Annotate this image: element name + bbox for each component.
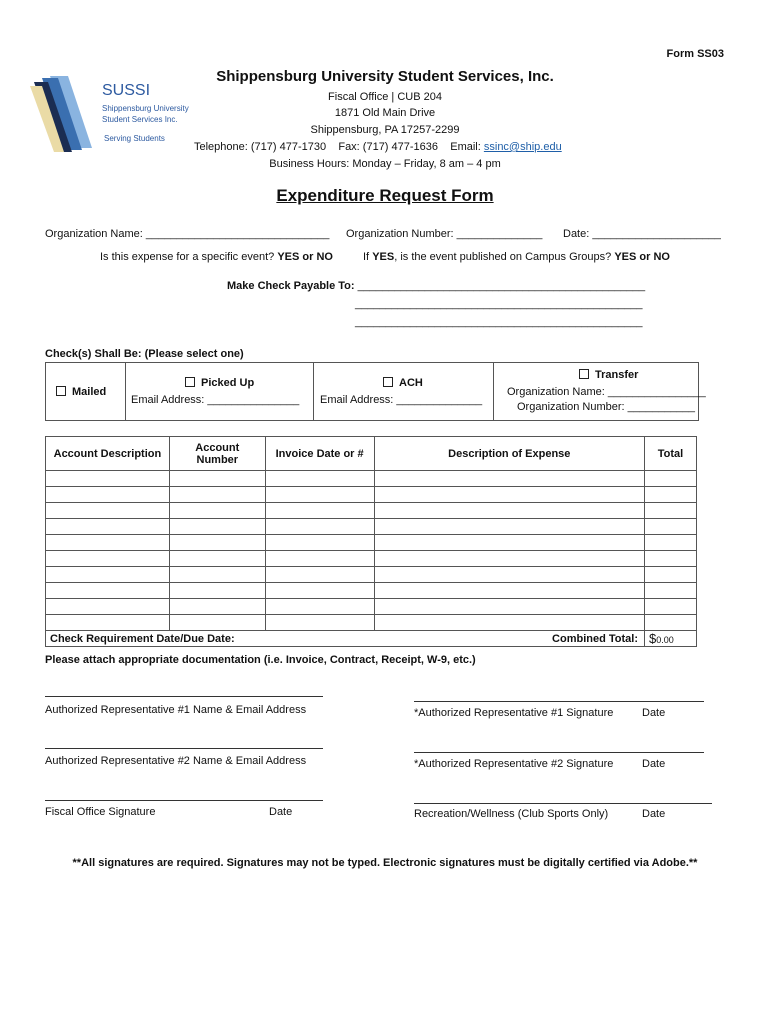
rep1-name-label: Authorized Representative #1 Name & Email Address xyxy=(45,704,307,716)
logo-tagline: Serving Students xyxy=(104,134,165,143)
expense-table xyxy=(45,436,697,647)
table-cell[interactable] xyxy=(46,503,170,519)
org-number-field[interactable]: Organization Number: ______________ xyxy=(346,228,543,240)
table-body xyxy=(46,471,697,631)
payable-line-2[interactable]: _______________________________________________ xyxy=(355,298,643,310)
table-cell[interactable] xyxy=(169,615,265,631)
org-hours: Business Hours: Monday – Friday, 8 am – 4 pm xyxy=(269,158,501,170)
table-cell[interactable] xyxy=(645,503,697,519)
table-row xyxy=(46,551,697,567)
logo-line2: Student Services Inc. xyxy=(102,115,178,124)
table-header-row xyxy=(46,437,697,471)
table-cell[interactable] xyxy=(46,535,170,551)
table-cell[interactable] xyxy=(645,567,697,583)
ach-label: ACH xyxy=(399,377,423,389)
table-cell[interactable] xyxy=(265,503,374,519)
option-mailed[interactable] xyxy=(46,363,126,420)
table-cell[interactable] xyxy=(645,535,697,551)
table-cell[interactable] xyxy=(374,471,644,487)
payable-label: Make Check Payable To: xyxy=(227,280,355,292)
ach-email[interactable]: Email Address: ______________ xyxy=(320,394,483,406)
header-total: Total xyxy=(645,437,697,471)
picked-up-label: Picked Up xyxy=(201,377,255,389)
transfer-checkbox[interactable] xyxy=(579,369,589,379)
picked-up-checkbox[interactable] xyxy=(185,377,195,387)
form-id: Form SS03 xyxy=(666,48,724,60)
payable-to xyxy=(227,280,645,292)
table-cell[interactable] xyxy=(374,567,644,583)
rep1-sig-line[interactable] xyxy=(414,701,704,702)
rep2-name-line[interactable] xyxy=(45,748,323,749)
table-row xyxy=(46,599,697,615)
sussi-logo xyxy=(28,74,198,154)
org-street: 1871 Old Main Drive xyxy=(334,107,436,119)
picked-up-email[interactable]: Email Address: _______________ xyxy=(131,394,300,406)
option-picked-up[interactable] xyxy=(125,363,314,420)
table-row xyxy=(46,567,697,583)
table-cell[interactable] xyxy=(46,599,170,615)
table-cell[interactable] xyxy=(169,583,265,599)
table-cell[interactable] xyxy=(265,471,374,487)
table-cell[interactable] xyxy=(374,535,644,551)
logo-acronym: SUSSI xyxy=(102,82,151,99)
table-cell[interactable] xyxy=(169,503,265,519)
attach-note: Please attach appropriate documentation (i.e. Invoice, Contract, Receipt, W-9, etc.) xyxy=(45,654,476,666)
fiscal-sig-label: Fiscal Office Signature xyxy=(45,806,156,818)
published-pre: If xyxy=(363,251,370,263)
rep2-date-label: Date xyxy=(642,758,666,770)
org-email-label: Email: xyxy=(450,141,481,153)
table-cell[interactable] xyxy=(374,599,644,615)
table-cell[interactable] xyxy=(645,519,697,535)
logo-line1: Shippensburg University xyxy=(102,104,189,113)
table-row xyxy=(46,519,697,535)
org-city: Shippensburg, PA 17257-2299 xyxy=(310,124,460,136)
date-field[interactable]: Date: _____________________ xyxy=(563,228,721,240)
transfer-org-name[interactable]: Organization Name: ________________ xyxy=(507,386,706,398)
table-row xyxy=(46,487,697,503)
table-cell[interactable] xyxy=(265,615,374,631)
org-email-link[interactable]: ssinc@ship.edu xyxy=(483,141,562,153)
rec-date-label: Date xyxy=(642,808,666,820)
table-cell[interactable] xyxy=(265,599,374,615)
org-name-field[interactable]: Organization Name: ______________________________ xyxy=(45,228,330,240)
table-cell[interactable] xyxy=(46,471,170,487)
header-description: Description of Expense xyxy=(374,437,644,471)
combined-total-value: 0.00 xyxy=(656,635,674,645)
table-cell[interactable] xyxy=(374,583,644,599)
ach-checkbox[interactable] xyxy=(383,377,393,387)
table-cell[interactable] xyxy=(46,487,170,503)
table-row xyxy=(46,503,697,519)
rep2-sig-label: *Authorized Representative #2 Signature xyxy=(414,758,614,770)
transfer-org-number[interactable]: Organization Number: ___________ xyxy=(517,401,695,413)
published-post: , is the event published on Campus Groups? xyxy=(394,251,612,263)
table-footer-row xyxy=(46,631,697,647)
table-cell[interactable] xyxy=(169,599,265,615)
footer-note: **All signatures are required. Signatures may not be typed. Electronic signatures must be digitally certified via Adobe.** xyxy=(72,857,698,869)
org-contact xyxy=(194,141,562,153)
table-cell[interactable] xyxy=(265,551,374,567)
table-cell[interactable] xyxy=(645,551,697,567)
table-row xyxy=(46,535,697,551)
table-cell[interactable] xyxy=(169,519,265,535)
table-cell[interactable] xyxy=(265,487,374,503)
table-cell[interactable] xyxy=(169,471,265,487)
table-cell[interactable] xyxy=(645,471,697,487)
table-cell[interactable] xyxy=(46,519,170,535)
table-cell[interactable] xyxy=(645,487,697,503)
rec-sig-label: Recreation/Wellness (Club Sports Only) xyxy=(414,808,609,820)
table-cell[interactable] xyxy=(169,487,265,503)
option-ach[interactable] xyxy=(313,363,494,420)
org-telephone: Telephone: (717) 477-1730 xyxy=(194,141,327,153)
table-cell[interactable] xyxy=(46,615,170,631)
published-question xyxy=(363,251,670,263)
due-date-label[interactable]: Check Requirement Date/Due Date: xyxy=(50,632,235,645)
payable-line-1[interactable]: _______________________________________________ xyxy=(357,280,646,292)
table-cell[interactable] xyxy=(169,567,265,583)
mailed-checkbox[interactable] xyxy=(56,386,66,396)
table-row xyxy=(46,471,697,487)
currency-symbol: $ xyxy=(649,631,657,646)
table-cell[interactable] xyxy=(374,615,644,631)
table-cell[interactable] xyxy=(374,519,644,535)
table-cell[interactable] xyxy=(265,535,374,551)
transfer-label: Transfer xyxy=(595,369,639,381)
fiscal-sig-line[interactable] xyxy=(45,800,323,801)
table-cell[interactable] xyxy=(374,551,644,567)
table-cell[interactable] xyxy=(265,567,374,583)
rep2-sig-line[interactable] xyxy=(414,752,704,753)
table-cell[interactable] xyxy=(46,583,170,599)
table-row xyxy=(46,583,697,599)
footer-cell xyxy=(46,631,645,647)
table-row xyxy=(46,615,697,631)
rep1-name-line[interactable] xyxy=(45,696,323,697)
rep1-date-label: Date xyxy=(642,707,666,719)
fiscal-date-label: Date xyxy=(269,806,293,818)
payable-line-3[interactable]: _______________________________________________ xyxy=(355,316,643,328)
combined-total-cell[interactable] xyxy=(645,631,697,647)
table-cell[interactable] xyxy=(169,551,265,567)
check-method-options xyxy=(45,362,706,421)
published-options[interactable]: YES or NO xyxy=(614,251,670,263)
option-transfer[interactable] xyxy=(493,363,706,420)
header-account-number: Account Number xyxy=(169,437,265,471)
org-office: Fiscal Office | CUB 204 xyxy=(328,91,442,103)
rep2-name-label: Authorized Representative #2 Name & Email Address xyxy=(45,755,307,767)
table-cell[interactable] xyxy=(645,599,697,615)
table-cell[interactable] xyxy=(374,487,644,503)
published-yes: YES xyxy=(372,251,395,263)
table-cell[interactable] xyxy=(46,567,170,583)
table-cell[interactable] xyxy=(265,519,374,535)
header-invoice-date: Invoice Date or # xyxy=(265,437,374,471)
specific-event-question xyxy=(100,251,333,263)
combined-total-label: Combined Total: xyxy=(552,632,638,645)
table-cell[interactable] xyxy=(645,615,697,631)
table-cell[interactable] xyxy=(265,583,374,599)
mailed-label: Mailed xyxy=(72,386,107,398)
table-cell[interactable] xyxy=(374,503,644,519)
org-name: Shippensburg University Student Services, Inc. xyxy=(216,68,554,85)
table-cell[interactable] xyxy=(169,535,265,551)
specific-event-label: Is this expense for a specific event? xyxy=(100,251,275,263)
org-fax: Fax: (717) 477-1636 xyxy=(338,141,439,153)
page-title: Expenditure Request Form xyxy=(276,186,494,205)
table-cell[interactable] xyxy=(46,551,170,567)
specific-event-options[interactable]: YES or NO xyxy=(277,251,333,263)
check-method-label: Check(s) Shall Be: (Please select one) xyxy=(45,348,244,360)
table-cell[interactable] xyxy=(645,583,697,599)
header-account-description: Account Description xyxy=(46,437,170,471)
rep1-sig-label: *Authorized Representative #1 Signature xyxy=(414,707,614,719)
rec-sig-line[interactable] xyxy=(414,803,712,804)
